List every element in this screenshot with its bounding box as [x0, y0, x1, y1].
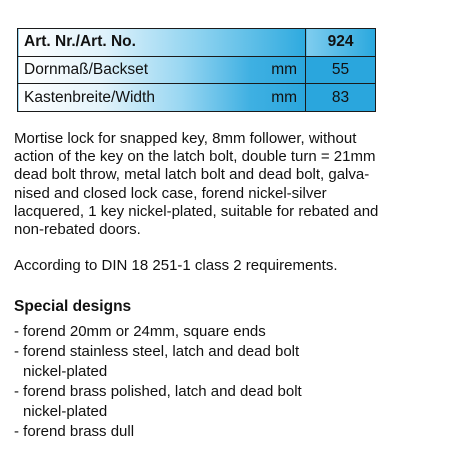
- table-row: [18, 84, 376, 112]
- list-item-text: - forend 20mm or 24mm, square ends: [14, 323, 266, 340]
- backset-unit: mm: [250, 56, 306, 84]
- list-item: [14, 342, 302, 382]
- backset-value: 55: [306, 56, 376, 84]
- article-number-value: 924: [306, 29, 376, 57]
- table-header-row: [18, 29, 376, 57]
- product-description: [14, 130, 444, 239]
- backset-label: Dornmaß/Backset: [18, 56, 250, 84]
- list-item-text: - forend stainless steel, latch and dead bolt: [14, 343, 300, 360]
- case-width-value: 83: [306, 84, 376, 112]
- list-item: [14, 422, 302, 442]
- list-item-continuation: nickel-plated: [23, 403, 108, 420]
- special-designs-heading: Special designs: [14, 298, 132, 315]
- list-item: [14, 322, 302, 342]
- case-width-label: Kastenbreite/Width: [18, 84, 250, 112]
- description-line: non-rebated doors.: [14, 221, 141, 239]
- description-line: dead bolt throw, metal latch bolt and dead bolt, galva-: [14, 166, 370, 184]
- list-item-text: - forend brass polished, latch and dead bolt: [14, 383, 302, 400]
- description-line: Mortise lock for snapped key, 8mm follower, without: [14, 130, 357, 147]
- list-item-continuation: nickel-plated: [23, 363, 108, 380]
- special-designs-list: [14, 322, 302, 442]
- list-item: [14, 382, 302, 422]
- description-line: lacquered, 1 key nickel-plated, suitable for rebated and: [14, 202, 379, 220]
- norm-statement: According to DIN 18 251-1 class 2 requirements.: [14, 257, 338, 274]
- case-width-unit: mm: [250, 84, 306, 112]
- article-number-label: Art. Nr./Art. No.: [18, 29, 306, 57]
- table-row: [18, 56, 376, 84]
- spec-table: [17, 28, 376, 112]
- description-line: nised and closed lock case, forend nickel-silver: [14, 184, 327, 202]
- list-item-text: - forend brass dull: [14, 423, 135, 440]
- description-line: action of the key on the latch bolt, double turn = 21mm: [14, 148, 376, 166]
